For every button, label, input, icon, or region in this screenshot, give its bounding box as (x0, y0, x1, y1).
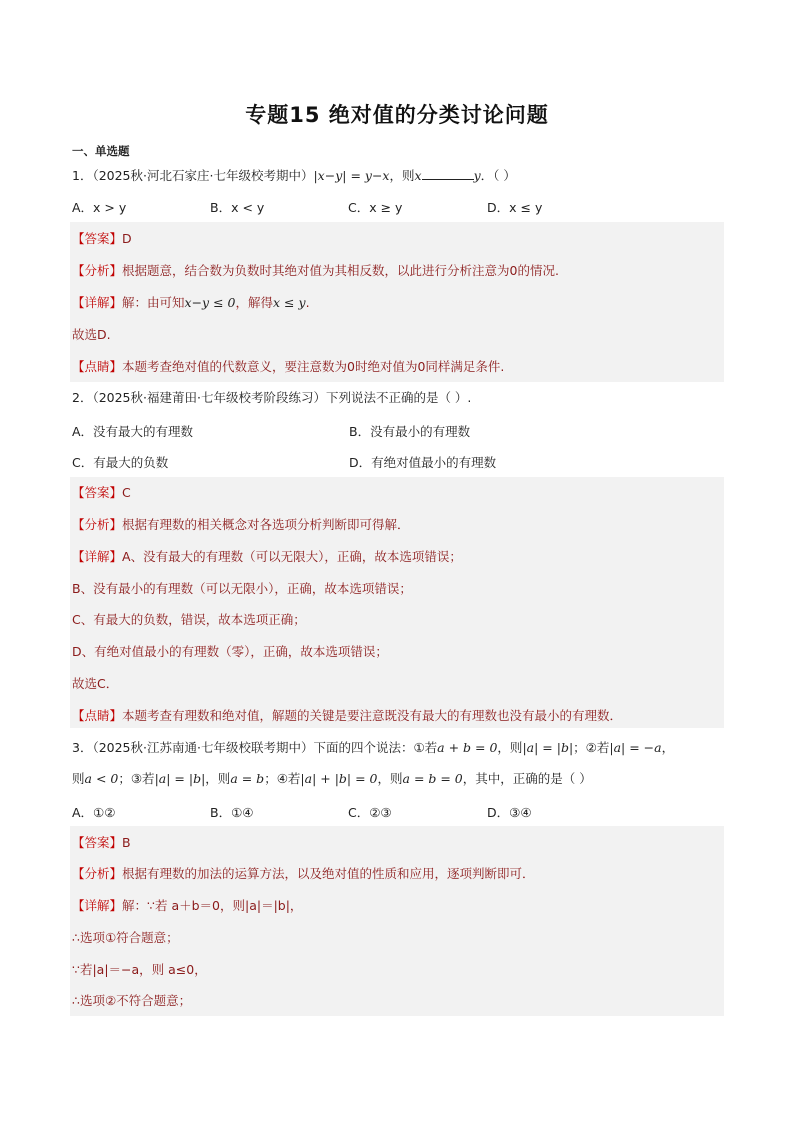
q1-point (72, 359, 504, 375)
analysis-text: 根据有理数的加法的运算方法，以及绝对值的性质和应用，逐项判断即可． (122, 866, 535, 881)
q3-detail-line-4: ∴选项②不符合题意； (72, 993, 192, 1008)
q3-text: 则 (72, 771, 85, 786)
q3-option-d: D．③④ (487, 805, 532, 820)
detail-math: x−y ≤ 0 (184, 295, 236, 310)
q3-text: ，则 (497, 740, 523, 755)
point-tag: 【点睛】 (72, 359, 123, 374)
q3-answer (72, 835, 131, 851)
answer-tag: 【答案】 (72, 485, 123, 500)
q3-math: a + b = 0 (437, 740, 498, 755)
answer-value: C (122, 485, 131, 500)
q3-math: |a| = −a (609, 740, 662, 755)
detail-tag: 【详解】 (72, 898, 123, 913)
q2-option-b: B．没有最小的有理数 (349, 424, 471, 439)
q3-text: ，其中，正确的是（ ） (462, 771, 592, 786)
analysis-tag: 【分析】 (72, 263, 123, 278)
answer-tag: 【答案】 (72, 835, 123, 850)
q3-math: |a| = |b| (522, 740, 574, 755)
analysis-tag: 【分析】 (72, 517, 123, 532)
q2-choose: 故选C． (72, 676, 119, 691)
page-title: 专题15 绝对值的分类讨论问题 (245, 103, 549, 127)
question-2-stem: 2．（2025秋·福建莆田·七年级校考阶段练习）下列说法不正确的是（ ）. (72, 390, 472, 405)
analysis-text: 根据有理数的相关概念对各选项分析判断即可得解． (122, 517, 410, 532)
q2-point (72, 708, 622, 724)
q1-answer (72, 231, 132, 247)
answer-value: B (122, 835, 131, 850)
q3-math: a = b = 0 (402, 771, 463, 786)
q1-option-a: A．x > y (72, 200, 127, 215)
detail-text: 解：∵若 a＋b＝0，则|a|＝|b|， (122, 898, 303, 913)
q3-detail-line-1 (72, 898, 302, 914)
q3-text: ；④若 (264, 771, 301, 786)
q3-option-a: A．①② (72, 805, 116, 820)
q1-option-b: B．x < y (210, 200, 265, 215)
q3-detail-line-2: ∴选项①符合题意； (72, 930, 179, 945)
q2-option-a: A．没有最大的有理数 (72, 424, 194, 439)
analysis-tag: 【分析】 (72, 866, 123, 881)
answer-tag: 【答案】 (72, 231, 123, 246)
q1-analysis (72, 263, 559, 279)
q2-detail-line-1 (72, 549, 462, 565)
q2-detail-line-2: B、没有最小的有理数（可以无限小），正确，故本选项错误； (72, 581, 412, 596)
q3-text: ；③若 (118, 771, 155, 786)
q3-math: |a| + |b| = 0 (300, 771, 378, 786)
point-text: 本题考查有理数和绝对值，解题的关键是要注意既没有最大的有理数也没有最小的有理数． (122, 708, 623, 723)
detail-math: x ≤ y (273, 295, 306, 310)
q2-answer (72, 485, 131, 501)
q3-text: ；②若 (573, 740, 610, 755)
answer-value: D (122, 231, 132, 246)
question-3-stem-line-1 (72, 740, 674, 756)
q2-option-c: C．有最大的负数 (72, 455, 169, 470)
point-text: 本题考查绝对值的代数意义，要注意数为0时绝对值为0同样满足条件. (122, 359, 505, 374)
q1-paren: ．（ ） (480, 168, 516, 183)
detail-text: ，解得 (235, 295, 274, 310)
detail-tag: 【详解】 (72, 295, 123, 310)
question-3-stem-line-2 (72, 771, 592, 787)
q2-solution-box (70, 477, 724, 728)
q3-text: ，则 (377, 771, 403, 786)
point-tag: 【点睛】 (72, 708, 123, 723)
question-1-stem (72, 166, 516, 184)
q3-analysis (72, 866, 535, 882)
q1-var-y: y (473, 168, 481, 183)
q3-math: a = b (230, 771, 265, 786)
q3-text: 3．（2025秋·江苏南通·七年级校联考期中）下面的四个说法：①若 (72, 740, 438, 755)
q2-option-d: D．有绝对值最小的有理数 (349, 455, 497, 470)
q3-text: ， (661, 740, 675, 755)
q1-option-d: D．x ≤ y (487, 200, 543, 215)
q3-math: |a| = |b| (154, 771, 206, 786)
detail-tag: 【详解】 (72, 549, 123, 564)
q2-analysis (72, 517, 410, 533)
q3-text: ，则 (205, 771, 231, 786)
q1-choose: 故选D. (72, 327, 111, 342)
q1-equation: |x−y| = y−x (313, 168, 390, 183)
q1-var-x: x (414, 168, 422, 183)
q3-detail-line-3: ∵若|a|＝−a，则 a≤0， (72, 962, 207, 977)
q1-source: 1．（2025秋·河北石家庄·七年级校考期中） (72, 168, 314, 183)
q3-option-c: C．②③ (348, 805, 392, 820)
q1-detail (72, 295, 310, 311)
q3-option-b: B．①④ (210, 805, 254, 820)
detail-text: A、没有最大的有理数（可以无限大），正确，故本选项错误； (122, 549, 462, 564)
section-heading: 一、单选题 (72, 144, 130, 158)
q3-math: a < 0 (84, 771, 119, 786)
q1-option-c: C．x ≥ y (348, 200, 403, 215)
analysis-text: 根据题意，结合数为负数时其绝对值为其相反数，以此进行分析注意为0的情况. (122, 263, 559, 278)
detail-text: 解：由可知 (122, 295, 185, 310)
q2-detail-line-4: D、有绝对值最小的有理数（零），正确，故本选项错误； (72, 644, 388, 659)
detail-text: . (305, 295, 310, 310)
answer-blank (422, 166, 474, 180)
q2-detail-line-3: C、有最大的负数，错误，故本选项正确； (72, 612, 306, 627)
q1-text: ，则 (389, 168, 415, 183)
q3-solution-box (70, 826, 724, 1016)
